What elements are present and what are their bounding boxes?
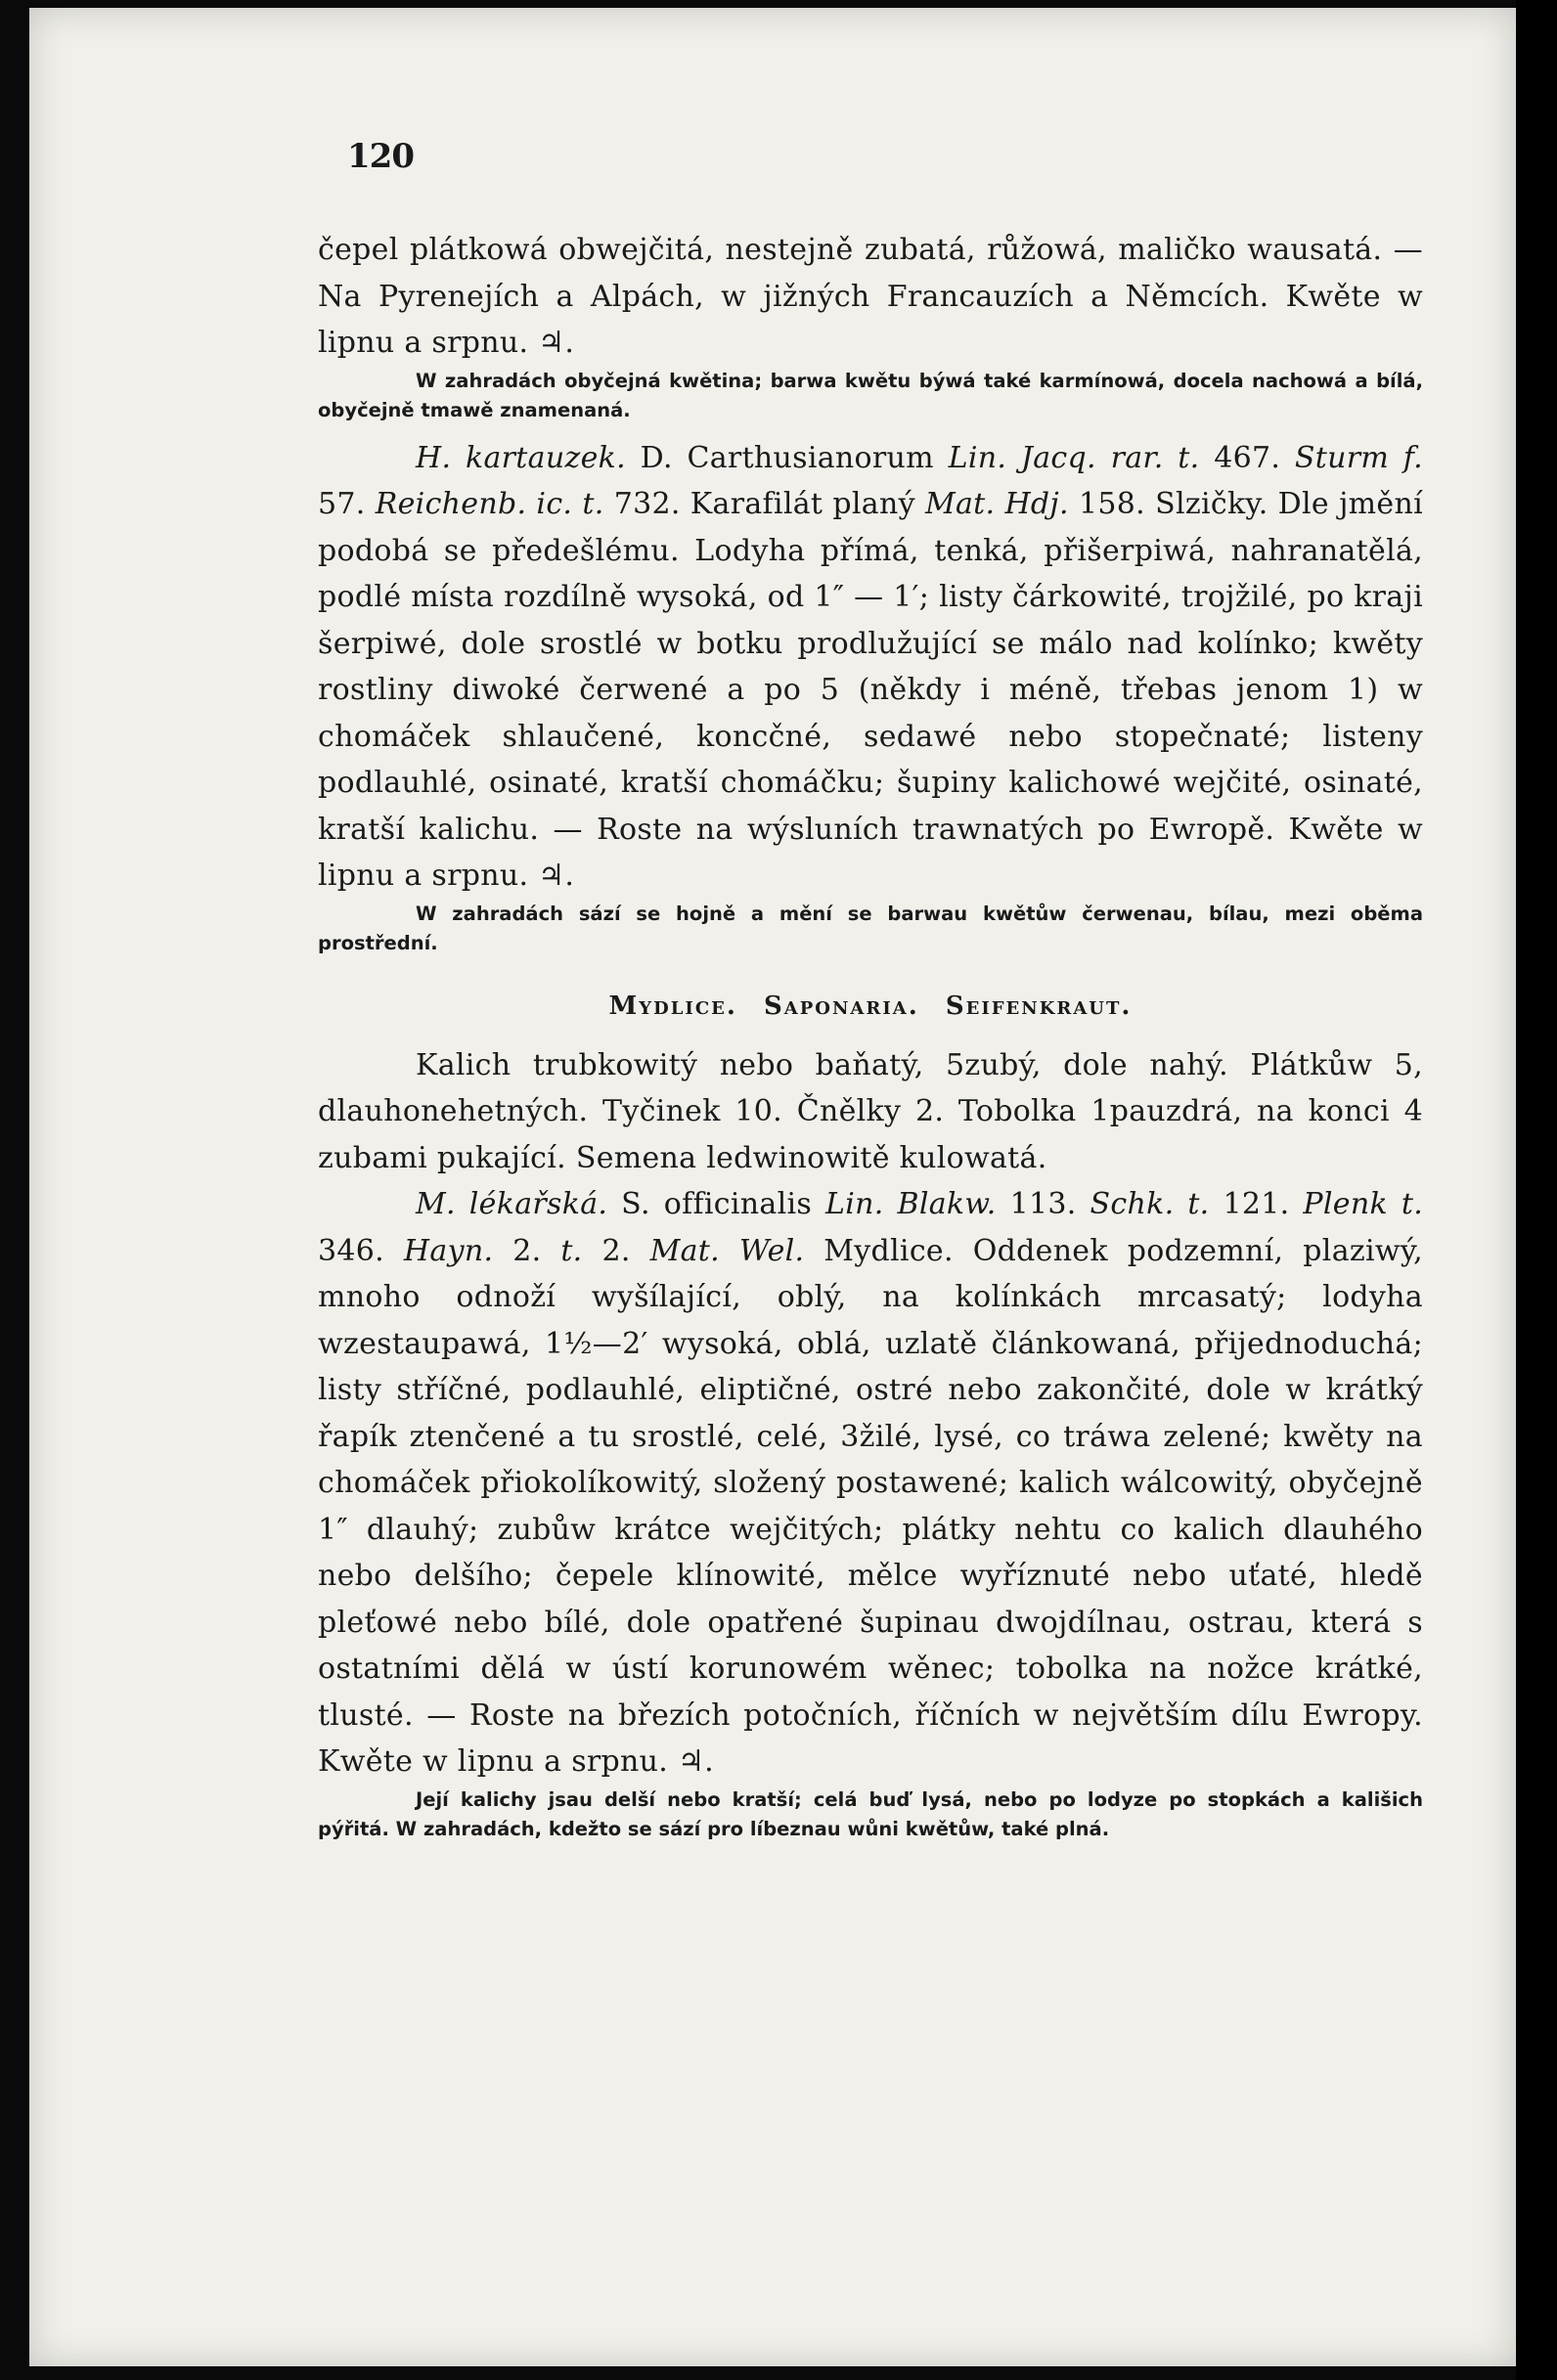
genus-german: Seifenkraut. [945, 991, 1133, 1021]
reference-text: 467. [1199, 440, 1295, 475]
reference-author: Hayn. [403, 1233, 494, 1268]
genus-czech: Mydlice. [608, 991, 737, 1021]
reference-text: 57. [318, 487, 376, 521]
note-2: W zahradách sází se hojně a mění se barwau kwětůw čerwenau, bílau, mezi oběma prostřední. [318, 902, 1423, 954]
reference-author: Reichenb. ic. t. [375, 487, 604, 521]
reference-text: 2. [493, 1233, 561, 1268]
reference-text: 346. [318, 1233, 404, 1268]
reference-author: Mat. Hdj. [924, 487, 1069, 521]
species-entry-kartauzek [318, 435, 1423, 900]
species-name: H. kartauzek. [416, 440, 626, 475]
species-name: M. lékařská. [416, 1187, 608, 1221]
reference-text: 113. [996, 1187, 1090, 1221]
genus-latin: Saponaria. [764, 991, 919, 1021]
reference-text: S. officinalis [607, 1187, 825, 1221]
reference-author: Lin. Jacq. rar. t. [948, 440, 1200, 475]
reference-author: Mat. Wel. [649, 1233, 805, 1268]
page-text [318, 137, 1423, 1844]
note-3: Její kalichy jsau delší nebo kratší; celá buď lysá, nebo po lodyze po stopkách a kališich pýřitá. W zahradách, kdežto se sází pro líbeznau wůni kwětůw, také plná. [318, 1787, 1423, 1840]
description-text: 158. Slzičky. Dle jmění podobá se předešlému. Lodyha přímá, tenká, přišerpiwá, nahranatělá, podlé místa rozdílně wysoká, od 1″ — 1′; listy čárkowité, trojžilé, po kraji šerpiwé, dole srostlé w botku prodlužující se málo nad kolínko; kwěty rostliny diwoké čerwené a po 5 (někdy i méně, třebas jenom 1) w chomáček shlaučené, koncčné, sedawé nebo stopečnaté; listeny podlauhlé, osinaté, kratší chomáčku; šupiny kalichowé wejčité, osinaté, kratší kalichu. — Roste na wýsluních trawnatých po Ewropě. Kwěte w lipnu a srpnu. ♃. [318, 487, 1423, 893]
genus-heading [318, 992, 1423, 1021]
genus-description: Kalich trubkowitý nebo baňatý, 5zubý, dole nahý. Plátkůw 5, dlauhonehetných. Tyčinek 10. Čnělky 2. Tobolka 1pauzdrá, na konci 4 zubami pukající. Semena ledwinowitě kulowatá. [318, 1047, 1423, 1175]
reference-author: Plenk t. [1303, 1187, 1424, 1221]
page-number: 120 [347, 137, 414, 176]
reference-text: 2. [582, 1233, 650, 1268]
description-text: Mydlice. Oddenek podzemní, plaziwý, mnoho odnoží wyšílající, oblý, na kolínkách mrcasatý; lodyha wzestaupawá, 1½—2′ wysoká, oblá, uzlatě článkowaná, přijednoduchá; listy stříčné, podlauhlé, eliptičné, ostré nebo zakončité, dole w krátký řapík ztenčené a tu srostlé, celé, 3žilé, lysé, co tráwa zelené; kwěty na chomáček přiokolíkowitý, složený postawené; kalich wálcowitý, obyčejně 1″ dlauhý; zubůw krátce wejčitých; plátky nehtu co kalich dlauhého nebo delšího; čepele klínowité, mělce wyříznuté nebo uťaté, hledě pleťowé nebo bílé, dole opatřené šupinau dwojdílnau, ostrau, která s ostatními dělá w ústí korunowém wěnec; tobolka na nožce krátké, tlusté. — Roste na březích potočních, říčních w největším dílu Ewropy. Kwěte w lipnu a srpnu. ♃. [318, 1233, 1423, 1779]
reference-text: 732. Karafilát planý [603, 487, 925, 521]
species-entry-lekarska [318, 1181, 1423, 1785]
reference-text: 121. [1209, 1187, 1304, 1221]
reference-author: t. [560, 1233, 583, 1268]
paragraph-1: čepel plátkowá obwejčitá, nestejně zubatá, růžowá, maličko wausatá. — Na Pyrenejích a Alpách, w jižných Francauzích a Němcích. Kwěte w lipnu a srpnu. ♃. [318, 233, 1423, 360]
reference-text: D. Carthusianorum [625, 440, 949, 475]
scan-edge [1516, 0, 1557, 2380]
reference-author: Sturm f. [1294, 440, 1423, 475]
reference-author: Lin. Blakw. [824, 1187, 997, 1221]
reference-author: Schk. t. [1090, 1187, 1210, 1221]
note-1: W zahradách obyčejná kwětina; barwa kwětu býwá také karmínowá, docela nachowá a bílá, obyčejně tmawě znamenaná. [318, 369, 1423, 421]
